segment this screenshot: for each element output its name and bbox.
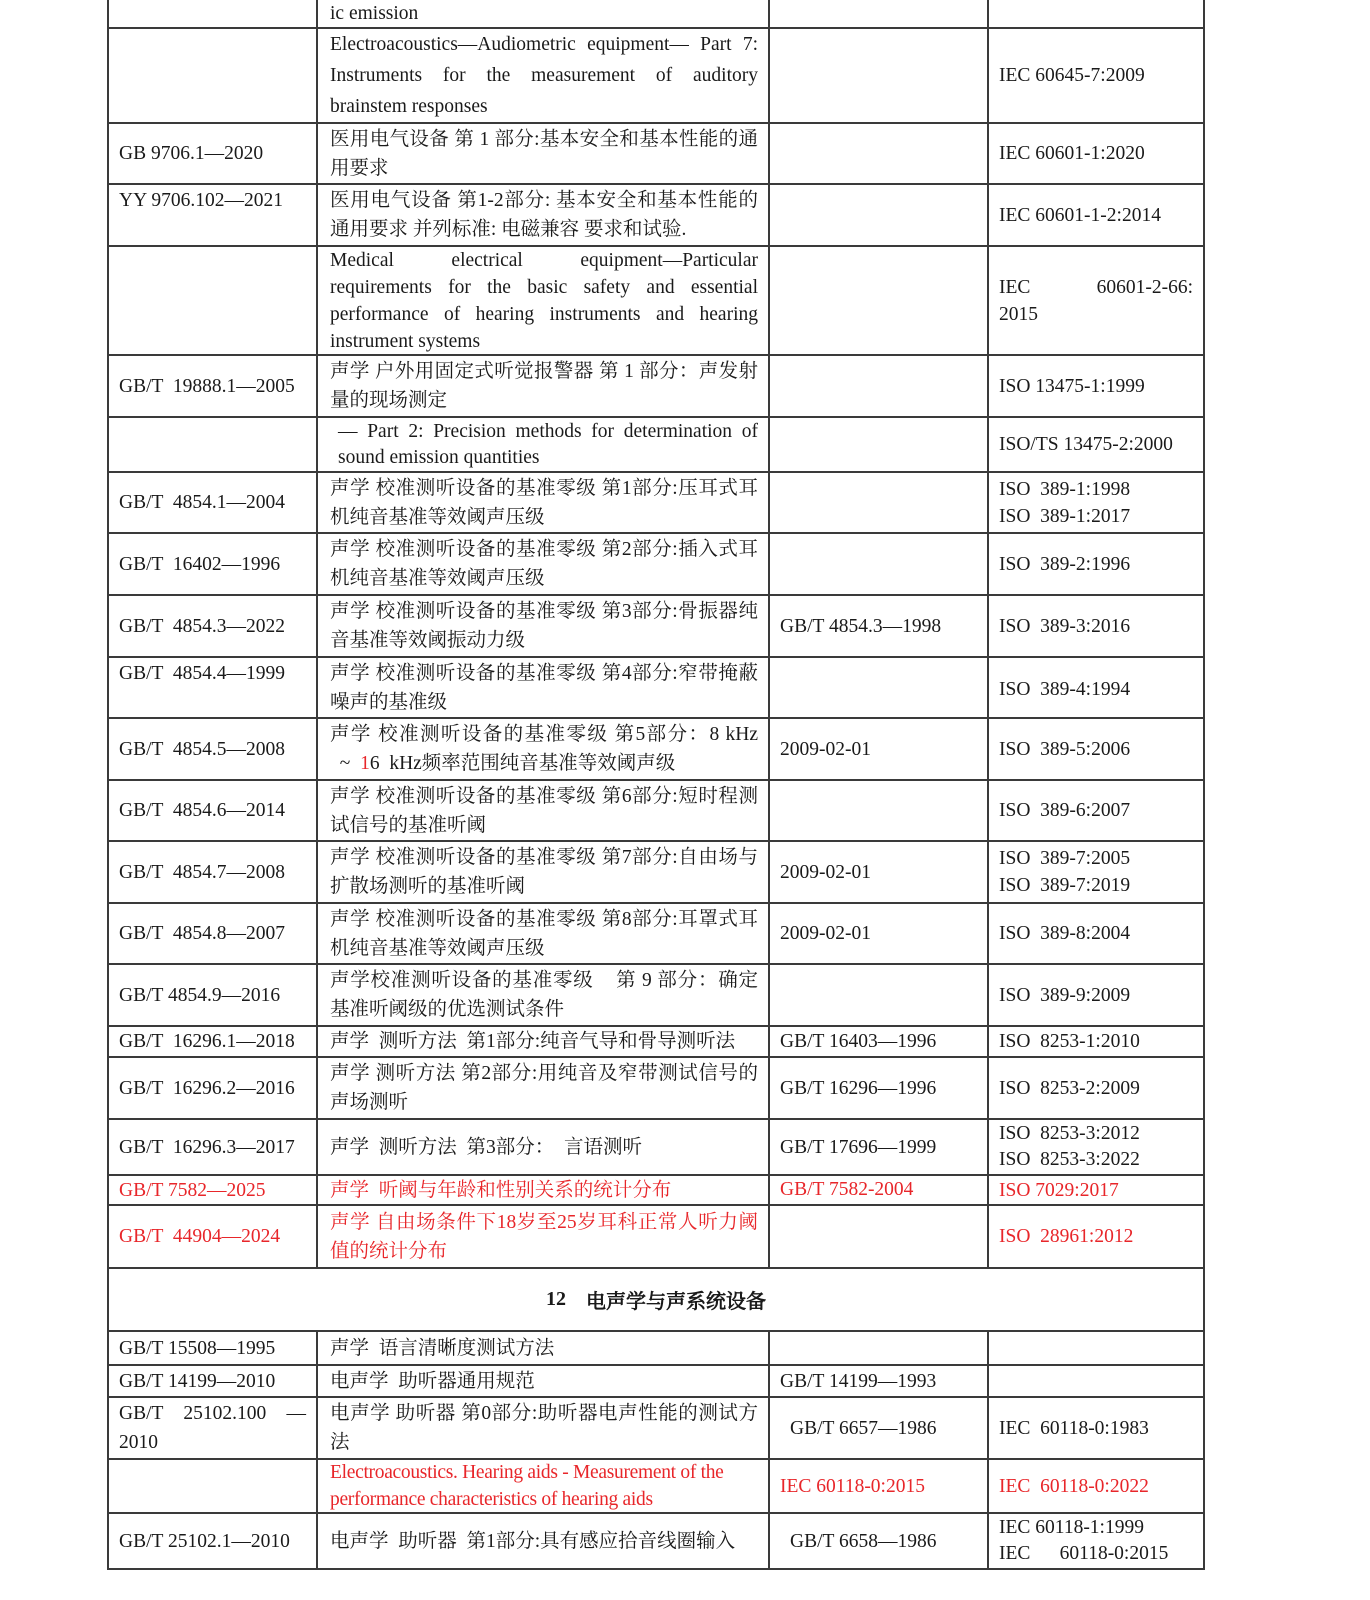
table-row: [107, 779, 1205, 840]
ref-cell: IEC 60645-7:2009: [987, 29, 1205, 122]
replaces-cell: [768, 247, 987, 354]
std-number-cell: GB/T 4854.5—2008: [107, 719, 316, 779]
highlighted-digit: 1: [360, 753, 370, 774]
replaces-cell: [768, 781, 987, 840]
std-number-cell: [107, 247, 316, 354]
ref-cell: IEC 60601-2-66: 2015: [987, 247, 1205, 354]
ref-cell: [987, 1332, 1205, 1364]
table-row: [107, 1330, 1205, 1364]
title-cell: 声学 测听方法 第2部分:用纯音及窄带测试信号的声场测听: [316, 1058, 768, 1118]
title-cell: 声学 校准测听设备的基准零级 第3部分:骨振器纯音基准等效阈振动力级: [316, 596, 768, 656]
replaces-cell: [768, 1332, 987, 1364]
std-number-cell: GB/T 4854.1—2004: [107, 473, 316, 532]
std-number-cell: GB/T 16296.2—2016: [107, 1058, 316, 1118]
std-number-cell: GB/T 16296.1—2018: [107, 1027, 316, 1056]
ref-cell: ISO 389-7:2005 ISO 389-7:2019: [987, 842, 1205, 902]
ref-cell: ISO 389-9:2009: [987, 965, 1205, 1025]
title-cell: 声学 校准测听设备的基准零级 第2部分:插入式耳机纯音基准等效阈声压级: [316, 534, 768, 594]
std-number-cell: GB/T 15508—1995: [107, 1332, 316, 1364]
ref-cell: ISO 389-1:1998 ISO 389-1:2017: [987, 473, 1205, 532]
replaces-cell: [768, 0, 987, 27]
table-row-highlighted: [107, 1204, 1205, 1267]
ref-cell: ISO 389-8:2004: [987, 904, 1205, 963]
table-row: [107, 963, 1205, 1025]
std-number-cell: GB/T 19888.1—2005: [107, 356, 316, 416]
section-heading: [107, 1267, 1205, 1330]
replaces-cell: [768, 29, 987, 122]
title-cell: 声学 校准测听设备的基准零级 第4部分:窄带掩蔽噪声的基准级: [316, 658, 768, 717]
ref-cell: IEC 60601-1-2:2014: [987, 185, 1205, 245]
replaces-cell: [768, 658, 987, 717]
title-cell: 声学 校准测听设备的基准零级 第7部分:自由场与扩散场测听的基准听阈: [316, 842, 768, 902]
std-number-cell: GB/T 4854.6—2014: [107, 781, 316, 840]
title-cell: — Part 2: Precision methods for determination of sound emission quantities: [316, 418, 768, 471]
std-number-cell: GB/T 14199—2010: [107, 1366, 316, 1396]
replaces-cell: [768, 965, 987, 1025]
ref-cell: ISO 389-4:1994: [987, 658, 1205, 717]
title-cell: 声学 听阈与年龄和性别关系的统计分布: [316, 1176, 768, 1204]
table-row: [107, 27, 1205, 122]
replaces-cell: GB/T 16403—1996: [768, 1027, 987, 1056]
std-number-cell: [107, 1460, 316, 1512]
table-row: [107, 902, 1205, 963]
ref-cell: IEC 60118-1:1999 IEC 60118-0:2015: [987, 1514, 1205, 1568]
title-cell: ic emission: [316, 0, 768, 27]
std-number-cell: GB/T 4854.9—2016: [107, 965, 316, 1025]
ref-cell: ISO 8253-2:2009: [987, 1058, 1205, 1118]
replaces-cell: 2009-02-01: [768, 719, 987, 779]
title-cell: Electroacoustics—Audiometric equipment— Part 7: Instruments for the measurement of auditory brainstem responses: [316, 29, 768, 122]
ref-cell: ISO 389-6:2007: [987, 781, 1205, 840]
std-number-cell: GB/T 4854.4—1999: [107, 658, 316, 717]
table-row: [107, 717, 1205, 779]
title-cell: 声学 语言清晰度测试方法: [316, 1332, 768, 1364]
ref-cell: ISO 8253-3:2012 ISO 8253-3:2022: [987, 1120, 1205, 1174]
replaces-cell: GB/T 16296—1996: [768, 1058, 987, 1118]
replaces-cell: 2009-02-01: [768, 842, 987, 902]
ref-cell: ISO 13475-1:1999: [987, 356, 1205, 416]
table-row-highlighted: [107, 1174, 1205, 1204]
replaces-cell: [768, 185, 987, 245]
replaces-cell: 2009-02-01: [768, 904, 987, 963]
title-cell: 声学 户外用固定式听觉报警器 第 1 部分：声发射量的现场测定: [316, 356, 768, 416]
title-cell: 医用电气设备 第1-2部分: 基本安全和基本性能的通用要求 并列标准: 电磁兼容 要求和试验.: [316, 185, 768, 245]
section-number: 12: [546, 1288, 566, 1310]
title-cell: Medical electrical equipment—Particular requirements for the basic safety and essential performance of hearing instruments and hearing instrument systems: [316, 247, 768, 354]
replaces-cell: GB/T 4854.3—1998: [768, 596, 987, 656]
replaces-cell: GB/T 7582-2004: [768, 1176, 987, 1204]
table-row-highlighted: [107, 1458, 1205, 1512]
replaces-cell: [768, 124, 987, 183]
replaces-cell: GB/T 17696—1999: [768, 1120, 987, 1174]
title-cell: 声学 测听方法 第3部分： 言语测听: [316, 1120, 768, 1174]
title-cell: 声学 校准测听设备的基准零级 第5部分：8 kHz ~ 16 kHz频率范围纯音基准等效阈声级: [316, 719, 768, 779]
title-cell: 声学校准测听设备的基准零级 第 9 部分：确定基准听阈级的优选测试条件: [316, 965, 768, 1025]
table-row: [107, 122, 1205, 183]
ref-cell: IEC 60118-0:2022: [987, 1460, 1205, 1512]
replaces-cell: [768, 473, 987, 532]
std-number-cell: YY 9706.102—2021: [107, 185, 316, 245]
table-row: [107, 1118, 1205, 1174]
title-cell: 电声学 助听器 第0部分:助听器电声性能的测试方法: [316, 1398, 768, 1458]
ref-cell: ISO 389-2:1996: [987, 534, 1205, 594]
ref-cell: ISO 8253-1:2010: [987, 1027, 1205, 1056]
table-row: [107, 1512, 1205, 1568]
table-row: [107, 1396, 1205, 1458]
table-row: [107, 1364, 1205, 1396]
table-row: [107, 0, 1205, 27]
std-number-cell: GB/T 44904—2024: [107, 1206, 316, 1267]
title-cell: 声学 校准测听设备的基准零级 第6部分:短时程测试信号的基准听阈: [316, 781, 768, 840]
title-cell: 声学 测听方法 第1部分:纯音气导和骨导测听法: [316, 1027, 768, 1056]
table-row: [107, 1056, 1205, 1118]
table-row: [107, 471, 1205, 532]
replaces-cell: [768, 418, 987, 471]
title-cell: 声学 校准测听设备的基准零级 第1部分:压耳式耳机纯音基准等效阈声压级: [316, 473, 768, 532]
table-row: [107, 656, 1205, 717]
table-row: [107, 840, 1205, 902]
ref-cell: [987, 0, 1205, 27]
replaces-cell: [768, 356, 987, 416]
replaces-cell: GB/T 6658—1986: [768, 1514, 987, 1568]
std-number-cell: GB/T 4854.8—2007: [107, 904, 316, 963]
std-number-cell: GB/T 25102.100 —2010: [107, 1398, 316, 1458]
replaces-cell: GB/T 14199—1993: [768, 1366, 987, 1396]
std-number-cell: GB/T 4854.3—2022: [107, 596, 316, 656]
replaces-cell: GB/T 6657—1986: [768, 1398, 987, 1458]
title-cell: 声学 自由场条件下18岁至25岁耳科正常人听力阈值的统计分布: [316, 1206, 768, 1267]
ref-cell: IEC 60118-0:1983: [987, 1398, 1205, 1458]
ref-cell: ISO 28961:2012: [987, 1206, 1205, 1267]
replaces-cell: IEC 60118-0:2015: [768, 1460, 987, 1512]
std-number-cell: [107, 29, 316, 122]
title-cell: 电声学 助听器通用规范: [316, 1366, 768, 1396]
table-row: [107, 245, 1205, 354]
table-bottom-border: [107, 1568, 1205, 1570]
ref-cell: ISO 389-5:2006: [987, 719, 1205, 779]
table-row: [107, 183, 1205, 245]
ref-cell: ISO 389-3:2016: [987, 596, 1205, 656]
table-row: [107, 532, 1205, 594]
std-number-cell: GB/T 16296.3—2017: [107, 1120, 316, 1174]
std-number-cell: GB/T 16402—1996: [107, 534, 316, 594]
title-cell: Electroacoustics. Hearing aids - Measurement of the performance characteristics of hearing aids: [316, 1460, 768, 1512]
std-number-cell: GB/T 7582—2025: [107, 1176, 316, 1204]
std-number-cell: [107, 418, 316, 471]
title-cell: 电声学 助听器 第1部分:具有感应拾音线圈输入: [316, 1514, 768, 1568]
ref-cell: IEC 60601-1:2020: [987, 124, 1205, 183]
ref-cell: ISO 7029:2017: [987, 1176, 1205, 1204]
replaces-cell: [768, 1206, 987, 1267]
table-row: [107, 354, 1205, 416]
table-row: [107, 594, 1205, 656]
std-number-cell: GB/T 4854.7—2008: [107, 842, 316, 902]
section-title: 电声学与声系统设备: [586, 1291, 766, 1313]
std-number-cell: GB 9706.1—2020: [107, 124, 316, 183]
ref-cell: ISO/TS 13475-2:2000: [987, 418, 1205, 471]
replaces-cell: [768, 534, 987, 594]
ref-cell: [987, 1366, 1205, 1396]
std-number-cell: GB/T 25102.1—2010: [107, 1514, 316, 1568]
std-number-cell: [107, 0, 316, 27]
title-cell: 医用电气设备 第 1 部分:基本安全和基本性能的通用要求: [316, 124, 768, 183]
title-cell: 声学 校准测听设备的基准零级 第8部分:耳罩式耳机纯音基准等效阈声压级: [316, 904, 768, 963]
table-row: [107, 416, 1205, 471]
table-row: [107, 1025, 1205, 1056]
